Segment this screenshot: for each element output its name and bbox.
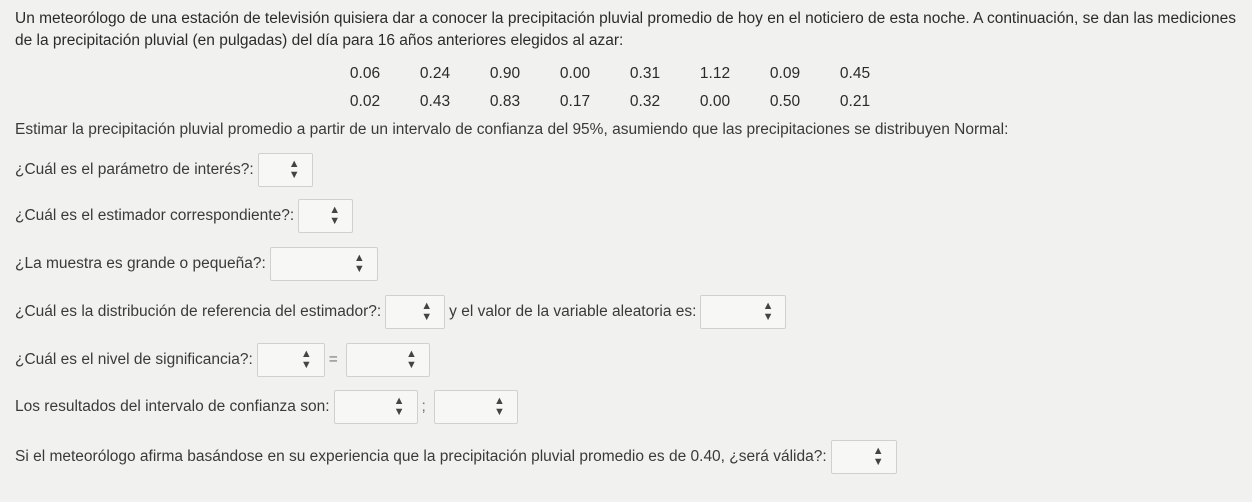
table-cell: 0.32 <box>629 93 661 110</box>
question-label: y el valor de la variable aleatoria es: <box>449 303 697 320</box>
significance-value-select[interactable] <box>346 343 430 377</box>
table-row <box>330 88 890 116</box>
equals-sign: = <box>328 351 338 368</box>
table-cell: 0.50 <box>769 93 801 110</box>
question-label: Si el meteorólogo afirma basándose en su experiencia que la precipitación pluvial promedio es de 0.40, ¿será válida?: <box>15 448 827 465</box>
distribution-select[interactable] <box>385 295 445 329</box>
intro-text: Un meteorólogo de una estación de televisión quisiera dar a conocer la precipitación pluvial promedio de hoy en el noticiero de esta noche. A continuación, se dan las mediciones de la precipitación pluvial (en pulgadas) del día para 16 años anteriores elegidos al azar: <box>15 10 1236 49</box>
parameter-select[interactable] <box>258 153 313 187</box>
table-cell: 0.43 <box>419 93 451 110</box>
table-cell: 0.24 <box>419 65 451 82</box>
up-down-arrows-icon: ▲ ▼ <box>288 158 300 181</box>
estimator-select[interactable] <box>298 199 353 233</box>
up-down-arrows-icon: ▲ ▼ <box>300 348 312 371</box>
interval-lower-select[interactable] <box>334 390 418 424</box>
question-label: ¿Cuál es la distribución de referencia del estimador?: <box>15 303 382 320</box>
semicolon-separator: ; <box>421 398 426 415</box>
question-confidence-interval <box>15 390 518 424</box>
sample-size-select[interactable] <box>270 247 378 281</box>
question-label: ¿Cuál es el estimador correspondiente?: <box>15 207 295 224</box>
question-estimator <box>15 199 353 233</box>
question-parameter <box>15 153 313 187</box>
table-cell: 0.31 <box>629 65 661 82</box>
interval-upper-select[interactable] <box>434 390 518 424</box>
table-cell: 1.12 <box>699 65 731 82</box>
significance-symbol-select[interactable] <box>257 343 325 377</box>
question-label: ¿La muestra es grande o pequeña?: <box>15 255 266 272</box>
validity-select[interactable] <box>831 440 897 474</box>
table-cell: 0.00 <box>699 93 731 110</box>
up-down-arrows-icon: ▲ ▼ <box>329 204 341 227</box>
table-cell: 0.90 <box>489 65 521 82</box>
up-down-arrows-icon: ▲ ▼ <box>421 300 433 323</box>
table-row <box>330 60 890 88</box>
question-label: ¿Cuál es el nivel de significancia?: <box>15 351 253 368</box>
instruction-text: Estimar la precipitación pluvial promedio a partir de un intervalo de confianza del 95%, asumiendo que las precipitaciones se distribuyen Normal: <box>15 121 1009 138</box>
question-label: ¿Cuál es el parámetro de interés?: <box>15 161 254 178</box>
table-cell: 0.21 <box>839 93 871 110</box>
table-cell: 0.06 <box>349 65 381 82</box>
random-variable-value-select[interactable] <box>700 295 786 329</box>
up-down-arrows-icon: ▲ ▼ <box>872 445 884 468</box>
table-cell: 0.45 <box>839 65 871 82</box>
up-down-arrows-icon: ▲ ▼ <box>353 252 365 275</box>
question-distribution <box>15 295 786 329</box>
table-cell: 0.02 <box>349 93 381 110</box>
question-significance <box>15 343 430 377</box>
table-cell: 0.17 <box>559 93 591 110</box>
question-sample-size <box>15 247 378 281</box>
rainfall-data-table <box>330 60 890 116</box>
up-down-arrows-icon: ▲ ▼ <box>493 395 505 418</box>
table-cell: 0.83 <box>489 93 521 110</box>
table-cell: 0.09 <box>769 65 801 82</box>
question-label: Los resultados del intervalo de confianza son: <box>15 398 330 415</box>
up-down-arrows-icon: ▲ ▼ <box>393 395 405 418</box>
up-down-arrows-icon: ▲ ▼ <box>762 300 774 323</box>
question-validity <box>15 440 897 474</box>
table-cell: 0.00 <box>559 65 591 82</box>
up-down-arrows-icon: ▲ ▼ <box>405 348 417 371</box>
